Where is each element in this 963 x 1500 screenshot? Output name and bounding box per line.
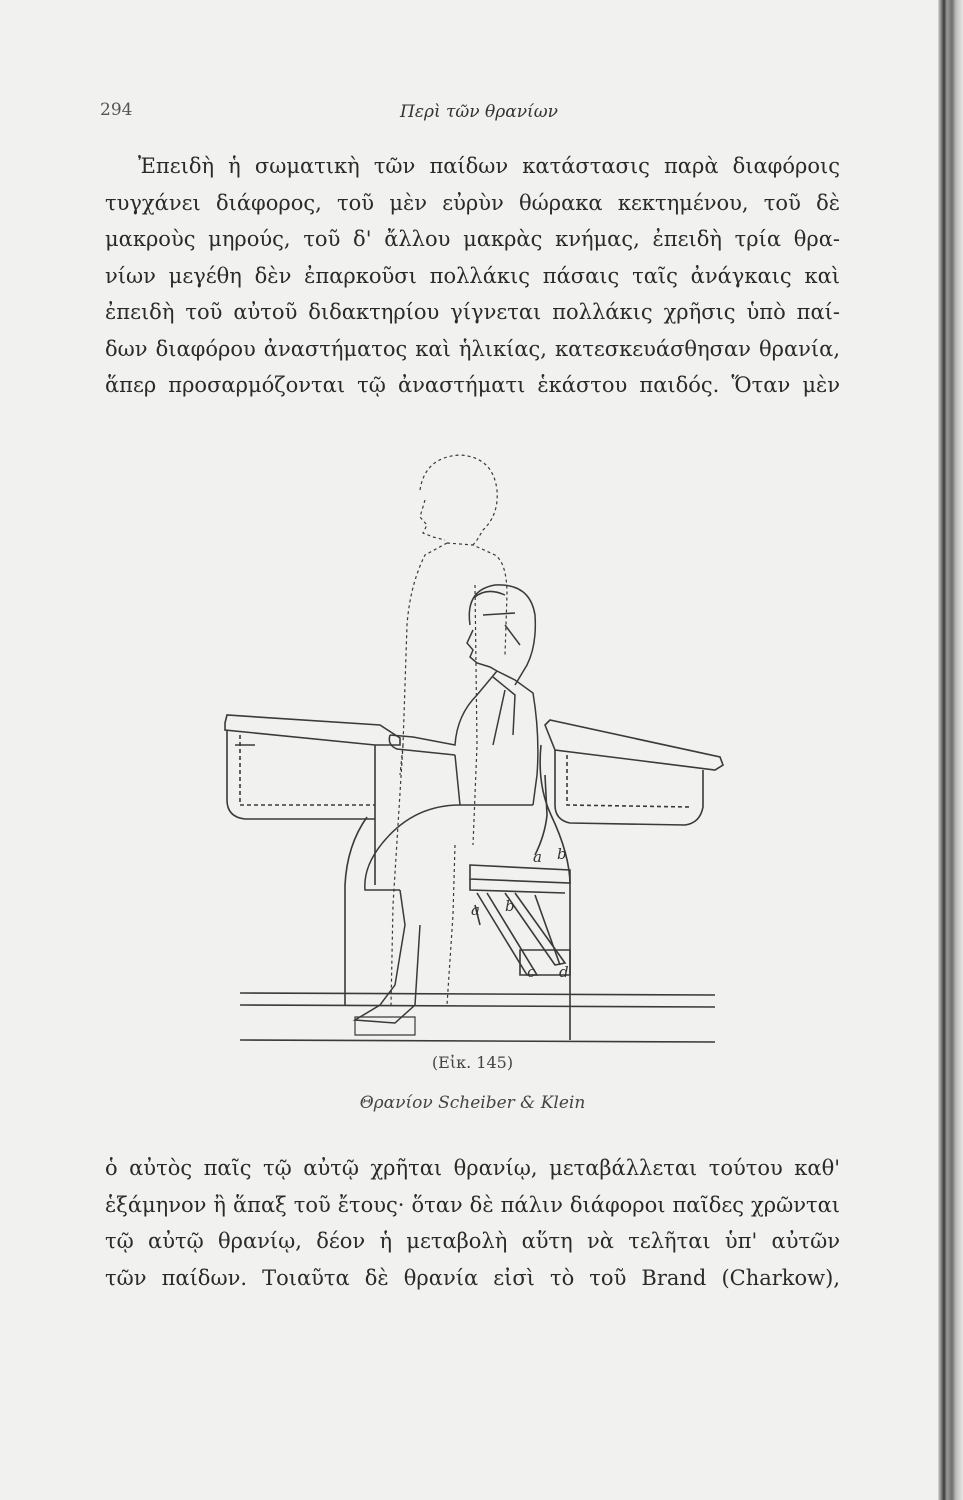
text-line: μακροὺς μηρούς, τοῦ δ' ἄλλου μακρὰς κνήμας, ἐπειδὴ τρία θρα- bbox=[105, 227, 840, 251]
text-line: ὁ αὐτὸς παῖς τῷ αὐτῷ χρῆται θρανίῳ, μεταβάλλεται τούτου καθ' bbox=[105, 1156, 840, 1180]
text-line: δων διαφόρου ἀναστήματος καὶ ἡλικίας, κατεσκευάσθησαν θρανία, bbox=[105, 336, 840, 361]
text-line: τυγχάνει διάφορος, τοῦ μὲν εὐρὺν θώρακα κεκτημένου, τοῦ δὲ bbox=[105, 190, 840, 215]
running-head bbox=[100, 100, 840, 130]
paragraph-2 bbox=[105, 1150, 840, 1296]
desk-illustration bbox=[215, 445, 735, 1045]
text-line: ἑξάμηνον ἢ ἅπαξ τοῦ ἔτους· ὅταν δὲ πάλιν διάφοροι παῖδες χρῶνται bbox=[105, 1192, 840, 1217]
text-line: τῷ αὐτῷ θρανίῳ, δέον ἡ μεταβολὴ αὕτη νὰ τελῆται ὑπ' αὐτῶν bbox=[105, 1229, 840, 1253]
text-line: ἅπερ προσαρμόζονται τῷ ἀναστήματι ἑκάστου παιδός. Ὅταν μὲν bbox=[105, 373, 840, 397]
text-line: ἐπειδὴ τοῦ αὐτοῦ διδακτηρίου γίγνεται πολλάκις χρῆσις ὑπὸ παί- bbox=[105, 300, 840, 324]
floor-rails bbox=[240, 993, 715, 1042]
label-d: d bbox=[559, 963, 569, 981]
rear-desk bbox=[540, 720, 723, 1040]
text-line: νίων μεγέθη δὲν ἐπαρκοῦσι πολλάκις πάσαις ταῖς ἀνάγκαις καὶ bbox=[105, 263, 840, 288]
label-b-lower: b bbox=[505, 897, 515, 915]
running-title: Περὶ τῶν θρανίων bbox=[400, 102, 558, 122]
text-line: Ἐπειδὴ ἡ σωματικὴ τῶν παίδων κατάστασις παρὰ διαφόροις bbox=[138, 154, 840, 178]
figure-number: (Εἰκ. 145) bbox=[431, 1053, 514, 1072]
paragraph-1 bbox=[105, 148, 840, 404]
label-b: b bbox=[557, 845, 567, 863]
front-desk bbox=[225, 715, 400, 1005]
standing-child-outline bbox=[391, 455, 507, 1005]
seated-child bbox=[355, 585, 538, 1023]
text-line: τῶν παίδων. Τοιαῦτα δὲ θρανία εἰσὶ τὸ τοῦ Brand (Charkow), bbox=[105, 1265, 840, 1290]
label-a: a bbox=[533, 848, 542, 866]
page-edge-shadow bbox=[938, 0, 963, 1500]
label-a-lower: a bbox=[471, 901, 480, 919]
figure-caption: Θρανίον Scheiber & Klein bbox=[359, 1093, 586, 1113]
label-c: c bbox=[527, 963, 536, 981]
page-number: 294 bbox=[100, 100, 133, 120]
